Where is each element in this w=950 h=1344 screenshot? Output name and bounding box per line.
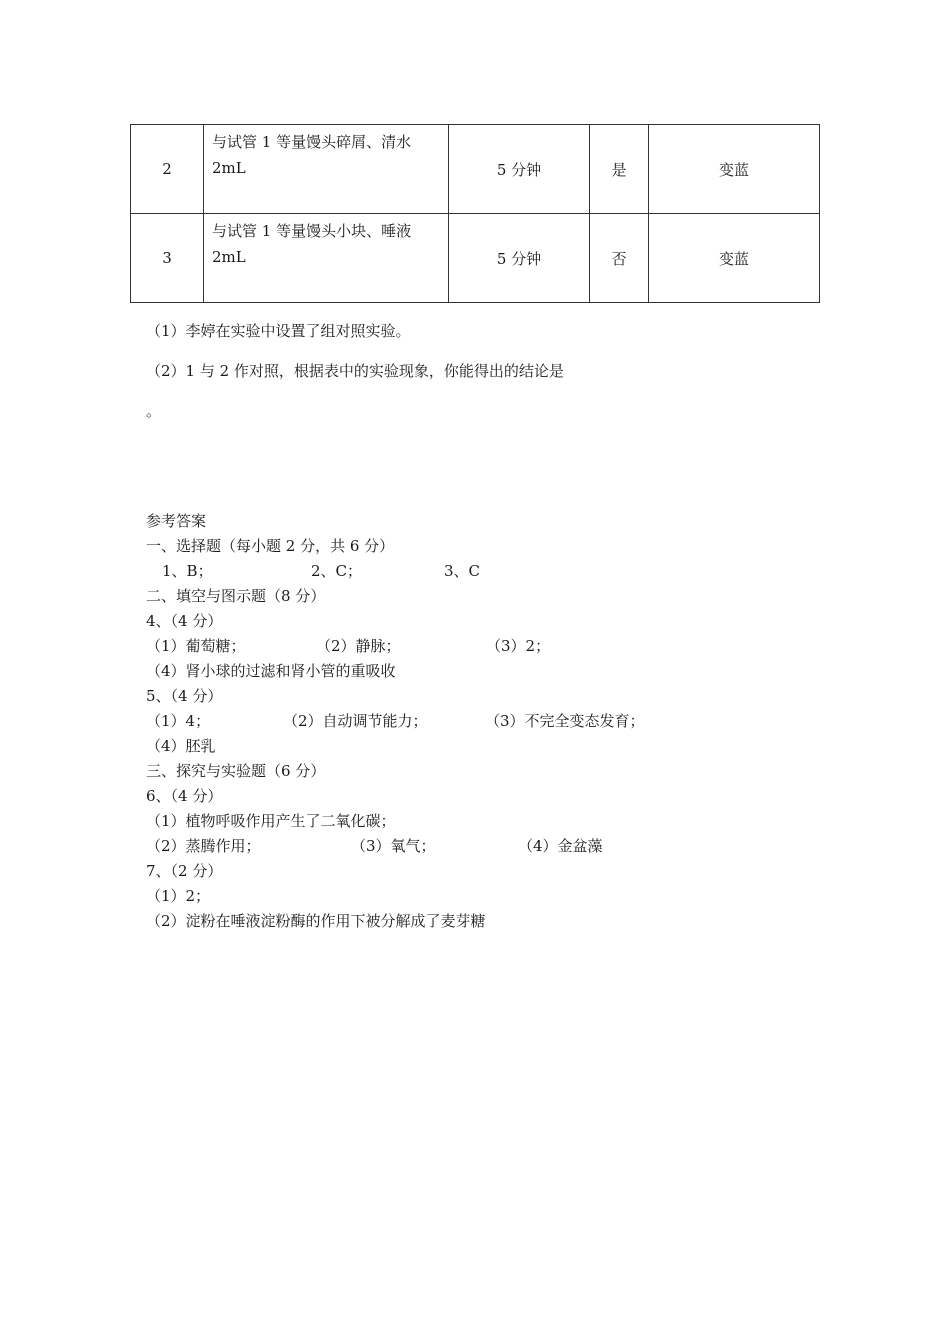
question-7-heading: 7、（2 分） <box>146 862 223 880</box>
tube-stir: 是 <box>590 125 649 214</box>
question-6-heading: 6、（4 分） <box>146 787 223 805</box>
tube-result: 变蓝 <box>649 214 820 303</box>
answers-title: 参考答案 <box>146 512 207 530</box>
tube-number: 2 <box>131 125 204 214</box>
answer-5-2: （2）自动调节能力； <box>283 712 428 730</box>
question-2: （2）1 与 2 作对照，根据表中的实验现象，你能得出的结论是 <box>146 362 564 380</box>
question-2-end: 。 <box>146 402 162 420</box>
experiment-table <box>130 124 820 303</box>
answer-4-3: （3）2； <box>486 637 551 655</box>
answer-5-1: （1）4； <box>146 712 211 730</box>
tube-time: 5 分钟 <box>449 214 590 303</box>
tube-material: 与试管 1 等量馒头小块、唾液 2mL <box>204 214 449 303</box>
answer-5-3: （3）不完全变态发育； <box>485 712 645 730</box>
answer-6-3: （3）氧气； <box>351 837 436 855</box>
table-row <box>131 214 820 303</box>
section-3-heading: 三、探究与实验题（6 分） <box>146 762 326 780</box>
tube-material: 与试管 1 等量馒头碎屑、清水 2mL <box>204 125 449 214</box>
question-4-heading: 4、（4 分） <box>146 612 223 630</box>
answer-4-2: （2）静脉； <box>316 637 401 655</box>
question-5-heading: 5、（4 分） <box>146 687 223 705</box>
answer-6-1: （1）植物呼吸作用产生了二氧化碳； <box>146 812 396 830</box>
tube-result: 变蓝 <box>649 125 820 214</box>
answer-1: 1、B； <box>162 562 213 580</box>
tube-number: 3 <box>131 214 204 303</box>
section-2-heading: 二、填空与图示题（8 分） <box>146 587 326 605</box>
tube-time: 5 分钟 <box>449 125 590 214</box>
answer-6-4: （4）金盆藻 <box>518 837 603 855</box>
answer-7-1: （1）2； <box>146 887 211 905</box>
section-1-heading: 一、选择题（每小题 2 分，共 6 分） <box>146 537 395 555</box>
answer-3: 3、C <box>444 562 481 580</box>
answer-4-4: （4）肾小球的过滤和肾小管的重吸收 <box>146 662 396 680</box>
tube-stir: 否 <box>590 214 649 303</box>
answer-4-1: （1）葡萄糖； <box>146 637 246 655</box>
answer-2: 2、C； <box>311 562 363 580</box>
question-1: （1）李婷在实验中设置了组对照实验。 <box>146 322 411 340</box>
answer-5-4: （4）胚乳 <box>146 737 216 755</box>
answer-6-2: （2）蒸腾作用； <box>146 837 261 855</box>
answer-7-2: （2）淀粉在唾液淀粉酶的作用下被分解成了麦芽糖 <box>146 912 486 930</box>
table-row <box>131 125 820 214</box>
